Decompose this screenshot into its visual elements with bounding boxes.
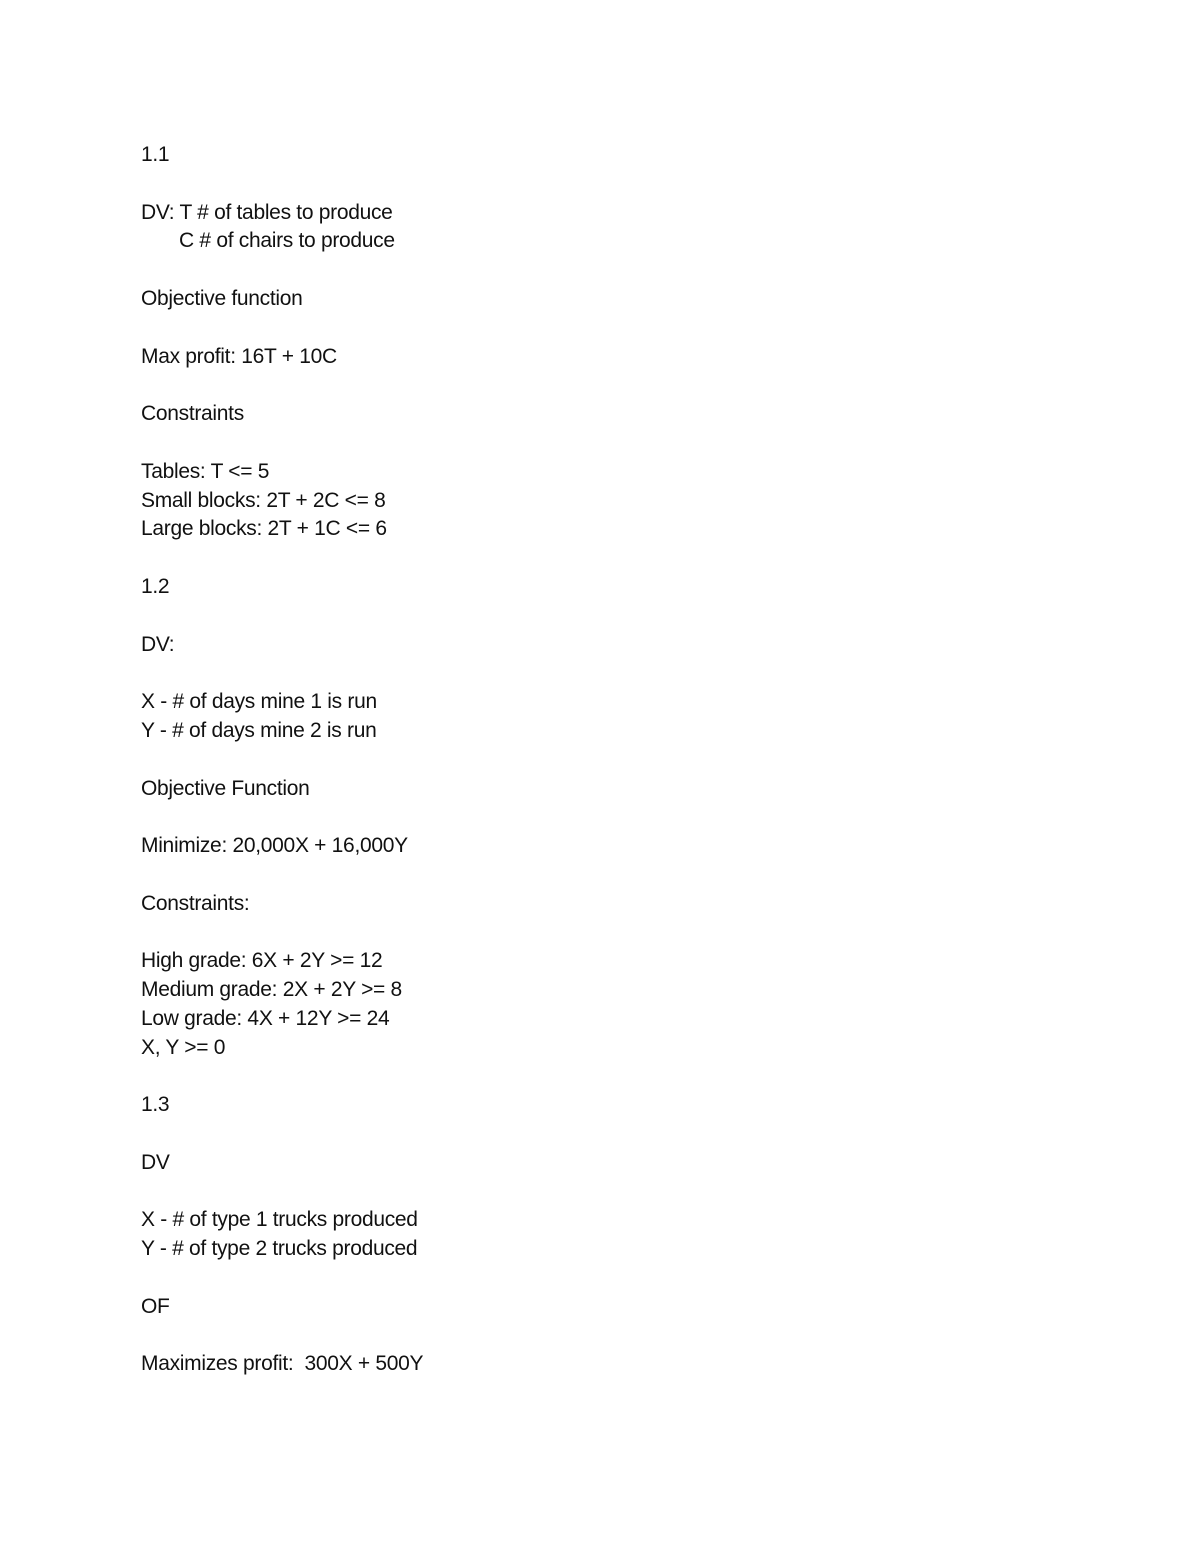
spacer bbox=[141, 1120, 1041, 1149]
objective-function: Max profit: 16T + 10C bbox=[141, 344, 337, 368]
spacer bbox=[141, 803, 1041, 832]
decision-variable-line: DV: T # of tables to produce bbox=[141, 200, 393, 224]
constraint-line: High grade: 6X + 2Y >= 12 bbox=[141, 949, 383, 973]
decision-variable-line: Y - # of days mine 2 is run bbox=[141, 718, 377, 742]
spacer bbox=[141, 746, 1041, 775]
decision-variable-line: C # of chairs to produce bbox=[179, 229, 395, 253]
spacer bbox=[141, 1063, 1041, 1092]
spacer bbox=[141, 919, 1041, 948]
constraint-line: X, Y >= 0 bbox=[141, 1035, 226, 1059]
constraint-line: Large blocks: 2T + 1C <= 6 bbox=[141, 517, 387, 541]
constraint-line: Medium grade: 2X + 2Y >= 8 bbox=[141, 978, 402, 1002]
constraint-line: Tables: T <= 5 bbox=[141, 459, 270, 483]
decision-variable-heading: DV: bbox=[141, 632, 175, 656]
decision-variable-line: Y - # of type 2 trucks produced bbox=[141, 1237, 418, 1261]
spacer bbox=[141, 602, 1041, 631]
spacer bbox=[141, 429, 1041, 458]
objective-heading: Objective function bbox=[141, 286, 303, 310]
decision-variable-heading: DV bbox=[141, 1150, 170, 1174]
decision-variable-line: X - # of type 1 trucks produced bbox=[141, 1208, 418, 1232]
decision-variable-line: X - # of days mine 1 is run bbox=[141, 690, 377, 714]
objective-function: Maximizes profit: 300X + 500Y bbox=[141, 1352, 424, 1376]
section-number: 1.3 bbox=[141, 1093, 170, 1117]
spacer bbox=[141, 544, 1041, 573]
objective-heading: Objective Function bbox=[141, 776, 310, 800]
constraints-heading: Constraints: bbox=[141, 891, 250, 915]
constraint-line: Low grade: 4X + 12Y >= 24 bbox=[141, 1006, 390, 1030]
spacer bbox=[141, 1264, 1041, 1293]
section-number: 1.2 bbox=[141, 574, 170, 598]
spacer bbox=[141, 314, 1041, 343]
section-number: 1.1 bbox=[141, 143, 170, 166]
spacer bbox=[141, 371, 1041, 400]
objective-heading: OF bbox=[141, 1294, 170, 1318]
spacer bbox=[141, 256, 1041, 285]
constraints-heading: Constraints bbox=[141, 402, 244, 426]
spacer bbox=[141, 1322, 1041, 1351]
spacer bbox=[141, 861, 1041, 890]
objective-function: Minimize: 20,000X + 16,000Y bbox=[141, 834, 408, 858]
spacer bbox=[141, 1178, 1041, 1207]
document-body bbox=[141, 141, 1041, 1379]
spacer bbox=[141, 170, 1041, 199]
spacer bbox=[141, 659, 1041, 688]
constraint-line: Small blocks: 2T + 2C <= 8 bbox=[141, 488, 386, 512]
